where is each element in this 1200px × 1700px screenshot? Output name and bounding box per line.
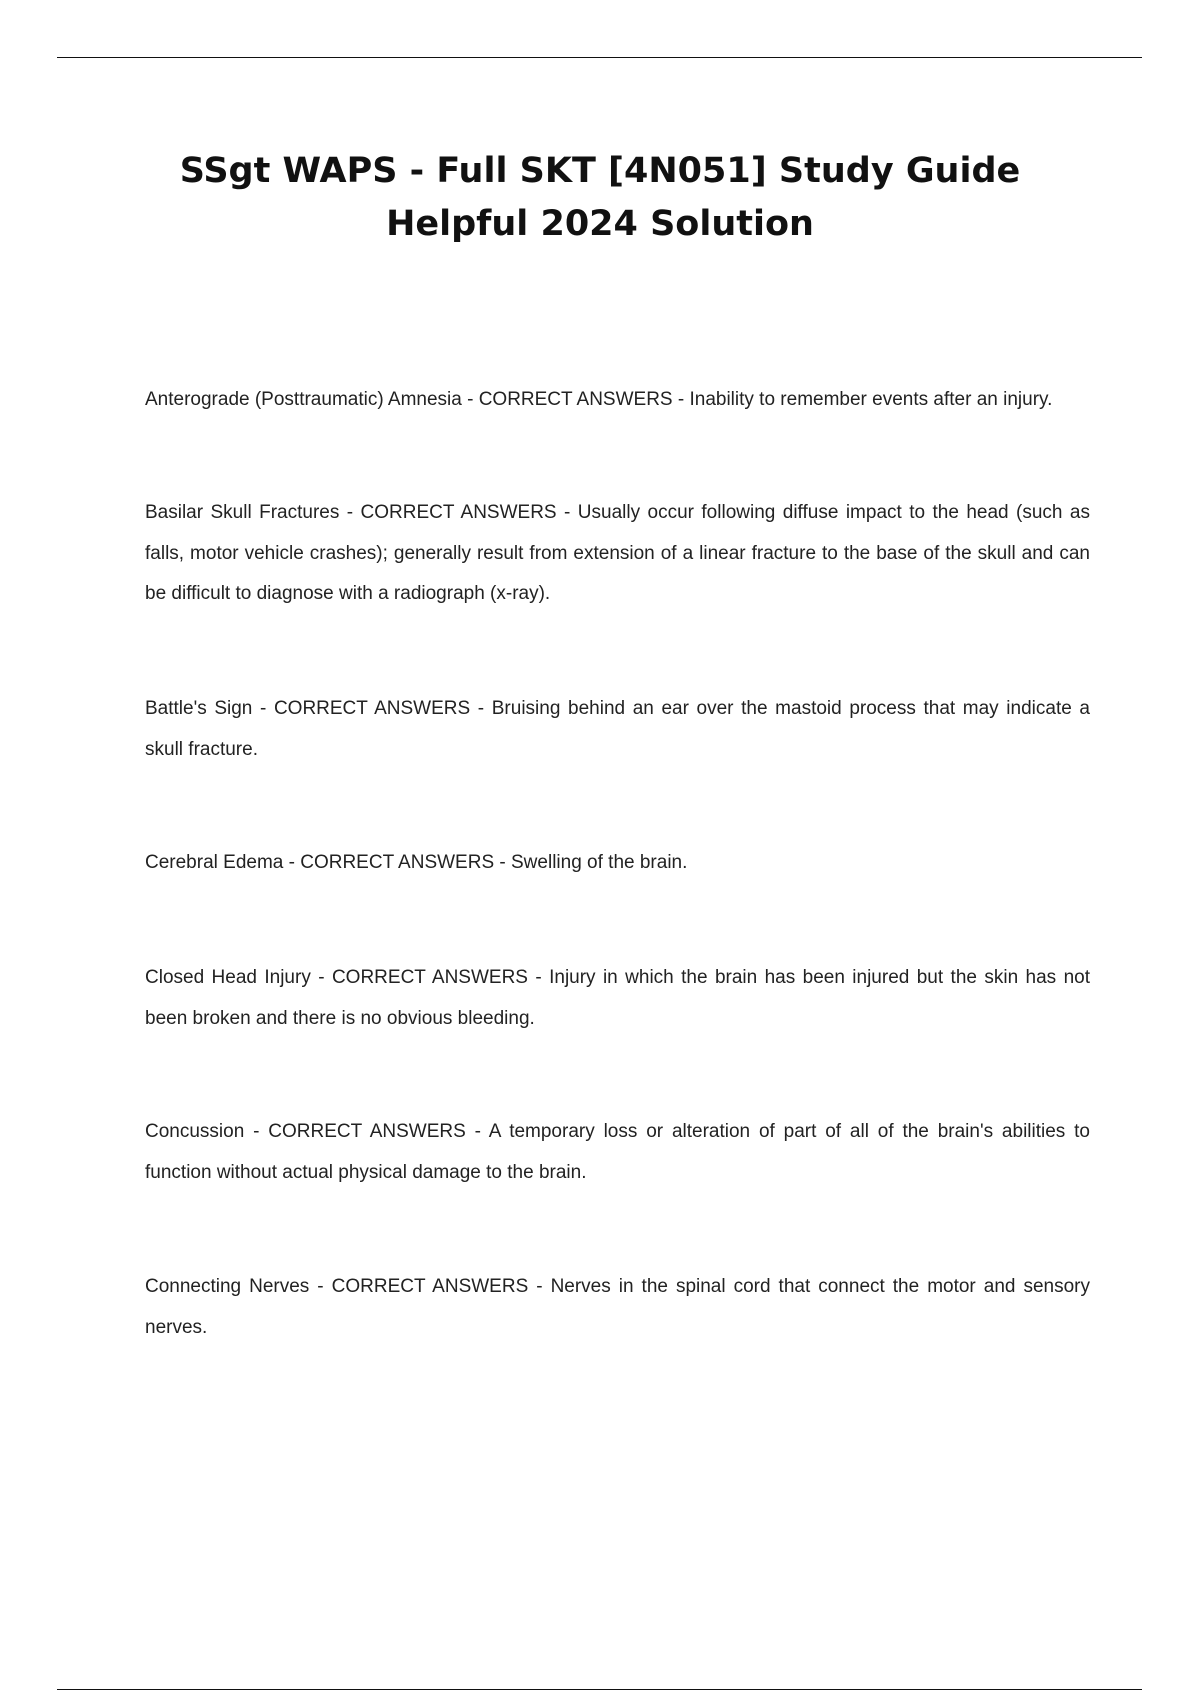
- flashcard-entry: Connecting Nerves - CORRECT ANSWERS - Nerves in the spinal cord that connect the motor and sensory nerves.: [145, 1276, 1090, 1338]
- flashcard-entry: Concussion - CORRECT ANSWERS - A temporary loss or alteration of part of all of the brain's abilities to function without actual physical damage to the brain.: [145, 1121, 1090, 1183]
- flashcard-entry: Basilar Skull Fractures - CORRECT ANSWERS - Usually occur following diffuse impact to the head (such as falls, motor vehicle crashes); generally result from extension of a linear fracture to the base of the skull and can be difficult to diagnose with a radiograph (x-ray).: [145, 502, 1090, 604]
- flashcard-entry: Anterograde (Posttraumatic) Amnesia - CORRECT ANSWERS - Inability to remember events after an injury.: [145, 389, 1053, 410]
- flashcard-entry: Cerebral Edema - CORRECT ANSWERS - Swelling of the brain.: [145, 852, 688, 873]
- document-title-line-2: Helpful 2024 Solution: [386, 204, 814, 244]
- flashcard-entry: Closed Head Injury - CORRECT ANSWERS - Injury in which the brain has been injured but the skin has not been broken and there is no obvious bleeding.: [145, 967, 1090, 1029]
- flashcard-entry: Battle's Sign - CORRECT ANSWERS - Bruising behind an ear over the mastoid process that may indicate a skull fracture.: [145, 698, 1090, 760]
- document-title-line-1: SSgt WAPS - Full SKT [4N051] Study Guide: [179, 151, 1021, 191]
- footer-rule: [57, 1689, 1142, 1690]
